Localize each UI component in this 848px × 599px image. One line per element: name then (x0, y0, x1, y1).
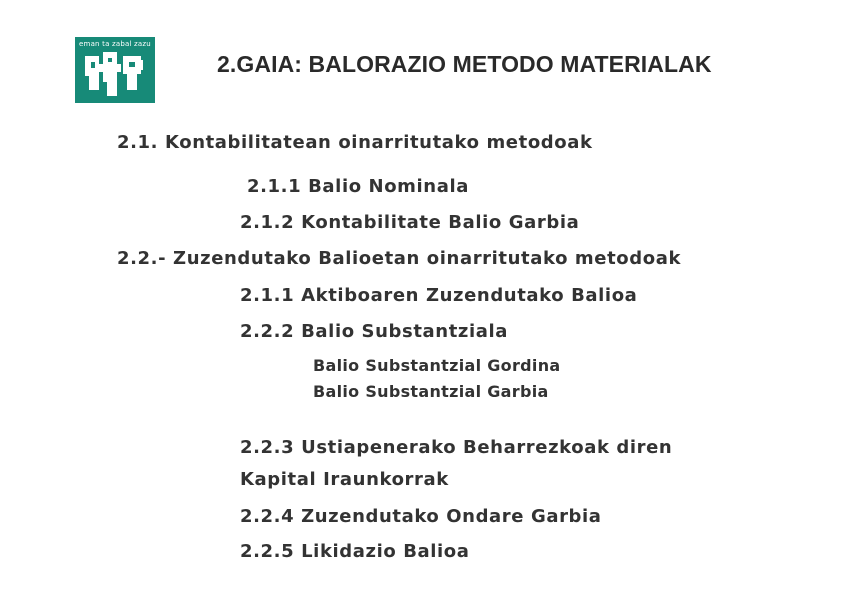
section-2-2: 2.2.- Zuzendutako Balioetan oinarritutako metodoak (117, 248, 682, 269)
subsection-2-1-1: 2.1.1 Balio Nominala (247, 176, 469, 197)
subsection-2-2-1: 2.1.1 Aktiboaren Zuzendutako Balioa (240, 285, 638, 306)
logo-motto: eman ta zabal zazu (79, 40, 151, 48)
item-balio-substantzial-gordina: Balio Substantzial Gordina (313, 356, 561, 375)
subsection-2-2-4: 2.2.4 Zuzendutako Ondare Garbia (240, 506, 602, 527)
item-balio-substantzial-garbia: Balio Substantzial Garbia (313, 382, 549, 401)
section-2-1: 2.1. Kontabilitatean oinarritutako metodoak (117, 132, 593, 153)
page-title: 2.GAIA: BALORAZIO METODO MATERIALAK (217, 51, 712, 77)
subsection-2-2-2: 2.2.2 Balio Substantziala (240, 321, 509, 342)
subsection-2-1-2: 2.1.2 Kontabilitate Balio Garbia (240, 212, 580, 233)
university-logo (75, 37, 155, 103)
logo-emblem-icon (83, 50, 147, 100)
subsection-2-2-3-line2: Kapital Iraunkorrak (240, 469, 449, 490)
subsection-2-2-3-line1: 2.2.3 Ustiapenerako Beharrezkoak diren (240, 437, 673, 458)
subsection-2-2-5: 2.2.5 Likidazio Balioa (240, 541, 470, 562)
